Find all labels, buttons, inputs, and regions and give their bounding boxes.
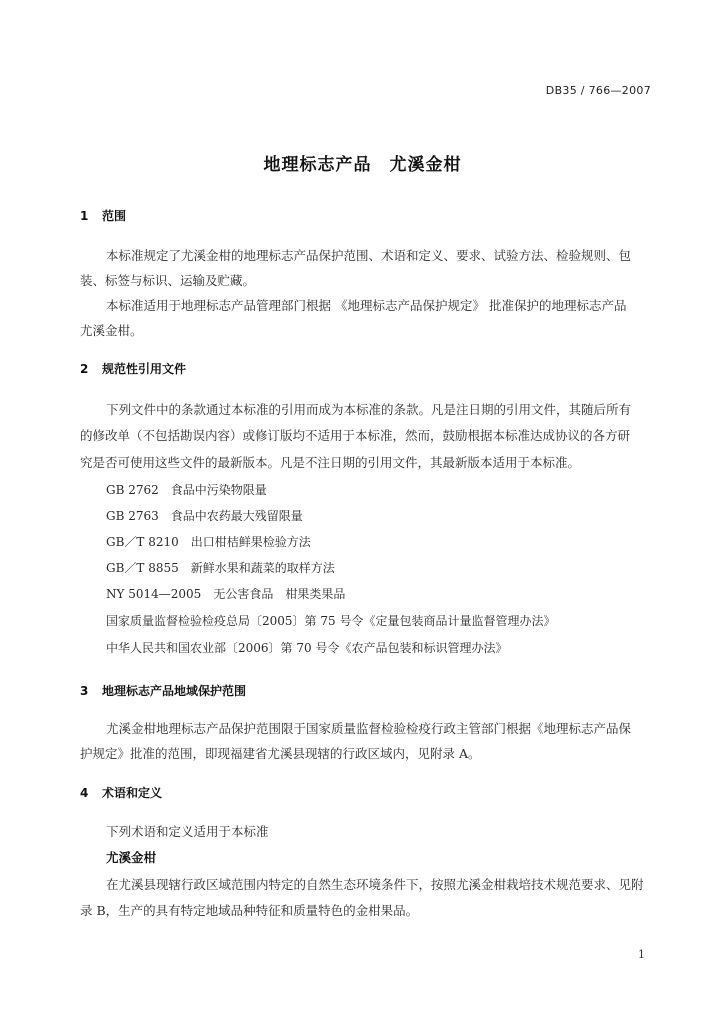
term-heading: 尤溪金柑 [106, 850, 157, 865]
paragraph-line: 在尤溪县现辖行政区域范围内特定的自然生态环境条件下，按照尤溪金柑栽培技术规范要求、见附 [106, 877, 644, 892]
reference-item: GB／T 8210 出口柑桔鲜果检验方法 [106, 535, 311, 549]
reference-item: GB 2762 食品中污染物限量 [106, 483, 267, 497]
section-title: 地理标志产品地域保护范围 [102, 684, 247, 698]
section-title: 范围 [102, 209, 127, 223]
page-number: 1 [638, 948, 645, 961]
paragraph-line: 究是否可使用这些文件的最新版本。凡是不注日期的引用文件，其最新版本适用于本标准。 [80, 455, 581, 470]
section-2-heading [80, 360, 186, 377]
paragraph-line: 下列术语和定义适用于本标准 [106, 824, 269, 839]
paragraph-line: 本标准规定了尤溪金柑的地理标志产品保护范围、术语和定义、要求、试验方法、检验规则、包 [106, 248, 632, 263]
paragraph-line: 下列文件中的条款通过本标准的引用而成为本标准的条款。凡是注日期的引用文件，其随后所有 [106, 402, 632, 417]
section-title: 规范性引用文件 [102, 362, 187, 376]
document-code: DB35 / 766—2007 [545, 84, 651, 97]
section-1-heading [80, 207, 126, 224]
paragraph-line: 录 B，生产的具有特定地域品种特征和质量特色的金柑果品。 [80, 903, 419, 918]
paragraph-line: 尤溪金柑。 [80, 323, 143, 338]
section-number: 2 [80, 362, 89, 376]
document-title: 地理标志产品 尤溪金柑 [263, 155, 462, 175]
reference-item: 国家质量监督检验检疫总局〔2005〕第 75 号令《定量包装商品计量监督管理办法》 [106, 614, 556, 628]
reference-item: GB 2763 食品中农药最大残留限量 [106, 509, 303, 523]
paragraph-line: 的修改单（不包括勘误内容）或修订版均不适用于本标准，然而，鼓励根据本标准达成协议的各方研 [80, 428, 631, 443]
section-title: 术语和定义 [102, 786, 163, 800]
section-number: 1 [80, 209, 89, 223]
section-3-heading [80, 682, 246, 699]
section-number: 3 [80, 684, 89, 698]
reference-item: 中华人民共和国农业部〔2006〕第 70 号令《农产品包装和标识管理办法》 [106, 641, 508, 655]
reference-item: GB／T 8855 新鲜水果和蔬菜的取样方法 [106, 561, 335, 575]
paragraph-line: 本标准适用于地理标志产品管理部门根据 《地理标志产品保护规定》 批准保护的地理标志产品 [106, 298, 627, 313]
reference-item: NY 5014—2005 无公害食品 柑果类果品 [106, 587, 346, 601]
paragraph-line: 护规定》批准的范围，即现福建省尤溪县现辖的行政区域内，见附录 A。 [80, 746, 481, 761]
section-number: 4 [80, 786, 89, 800]
section-4-heading [80, 784, 162, 801]
paragraph-line: 装、标签与标识、运输及贮藏。 [80, 273, 256, 288]
paragraph-line: 尤溪金柑地理标志产品保护范围限于国家质量监督检验检疫行政主管部门根据《地理标志产品保 [106, 721, 632, 736]
